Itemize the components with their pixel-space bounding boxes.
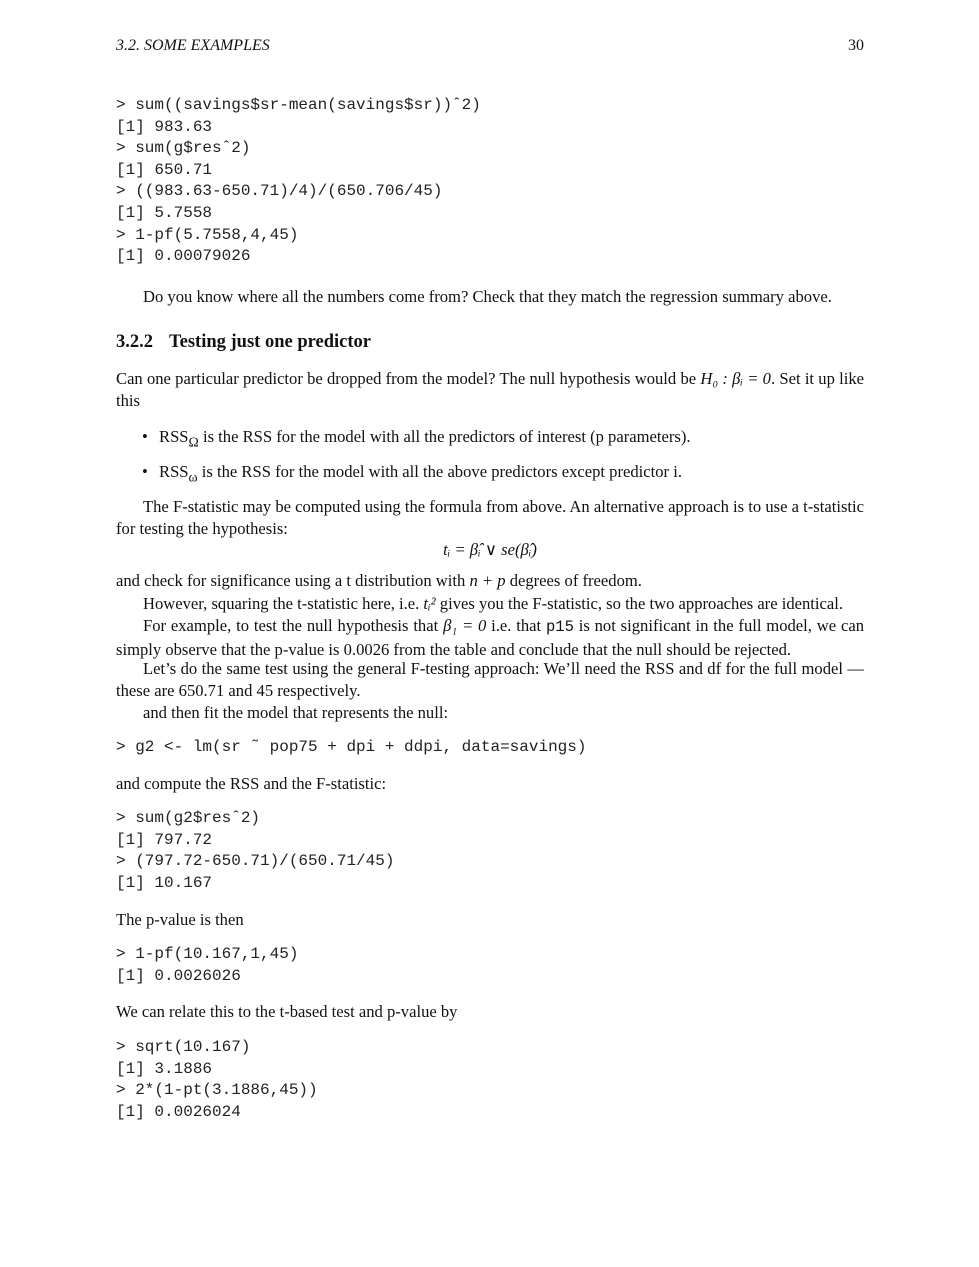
paragraph-example [116,615,864,660]
code-block-p-value: > 1-pf(10.167,1,45) [1] 0.0026026 [116,945,299,985]
however-text-before: However, squaring the t-statistic here, i.e. [143,594,424,613]
section-heading [116,332,371,353]
intro-text-after: . Set it up like this [116,369,864,410]
bullet-dot-icon: • [142,427,148,446]
t-squared-math: tᵢ² [423,594,436,613]
code-block-fit-null-model: > g2 <- lm(sr ˜ pop75 + dpi + ddpi, data=savings) [116,738,587,756]
bullet-list [116,426,864,496]
example-text-c: is not significant in the full model, we can simply observe that the p-value is 0.0026 from the table and conclude that the null should be rejected. [116,616,864,659]
running-head-title: 3.2. SOME EXAMPLES [116,37,270,54]
equation-t-statistic [116,540,864,560]
section-title: Testing just one predictor [169,332,371,352]
bullet-symbol: RSS [159,462,189,481]
running-head [116,37,864,59]
paragraph-however [116,593,864,615]
beta-one-math: β₁ = 0 [443,616,487,635]
paragraph-compute: and compute the RSS and the F-statistic: [116,774,387,793]
paragraph-check-significance [116,570,864,592]
section-number: 3.2.2 [116,332,153,352]
bullet-item-rss-omega-reduced [116,461,864,496]
bullet-subscript: ω [188,469,198,485]
page-number: 30 [848,37,864,54]
paragraph-intro [116,368,864,411]
bullet-symbol: RSS [159,427,189,446]
code-block-rss-f-statistic: > sum(g2$resˆ2) [1] 797.72 > (797.72-650.71)/(650.71/45) [1] 10.167 [116,809,395,892]
intro-text-before: Can one particular predictor be dropped from the model? The null hypothesis would be [116,369,701,388]
code-block-anova-computation: > sum((savings$sr-mean(savings$sr))ˆ2) [1] 983.63 > sum(g$resˆ2) [1] 650.71 > ((983.63-650.71)/4)/(650.706/45) [1] 5.7558 > 1-pf(5.7558,4,45) [1] 0.00079026 [116,96,481,266]
bullet-subscript: Ω [188,434,199,450]
inline-code-p15: p15 [545,618,574,636]
code-block-t-test: > sqrt(10.167) [1] 3.1886 > 2*(1-pt(3.1886,45)) [1] 0.0026024 [116,1038,318,1121]
bullet-text: is the RSS for the model with all the predictors of interest (p parameters). [198,427,691,446]
degrees-of-freedom-math: n + p [469,571,506,590]
however-text-after: gives you the F-statistic, so the two approaches are identical. [435,594,843,613]
equation-text: tᵢ = β̂ᵢ ∨ se(β̂ᵢ) [443,540,537,559]
paragraph-numbers-check: Do you know where all the numbers come from? Check that they match the regression summary above. [143,287,832,306]
bullet-text: is the RSS for the model with all the above predictors except predictor i. [197,462,682,481]
check-text-before: and check for significance using a t distribution with [116,571,470,590]
paragraph-lets-do: Let’s do the same test using the general F-testing approach: We’ll need the RSS and df for the full model — these are 650.71 and 45 respectively. [116,659,864,700]
paragraph-relate: We can relate this to the t-based test and p-value by [116,1002,458,1021]
paragraph-p-value: The p-value is then [116,910,244,929]
check-text-after: degrees of freedom. [505,571,642,590]
null-hypothesis-math: H₀ : βᵢ = 0 [700,369,771,388]
bullet-item-rss-omega-full [116,426,864,461]
example-text-a: For example, to test the null hypothesis that [143,616,444,635]
example-text-b: i.e. that [486,616,546,635]
paragraph-f-statistic: The F-statistic may be computed using the formula from above. An alternative approach is to use a t-statistic for testing the hypothesis: [116,497,864,538]
paragraph-then-fit: and then fit the model that represents the null: [143,703,449,722]
bullet-dot-icon: • [142,462,148,481]
